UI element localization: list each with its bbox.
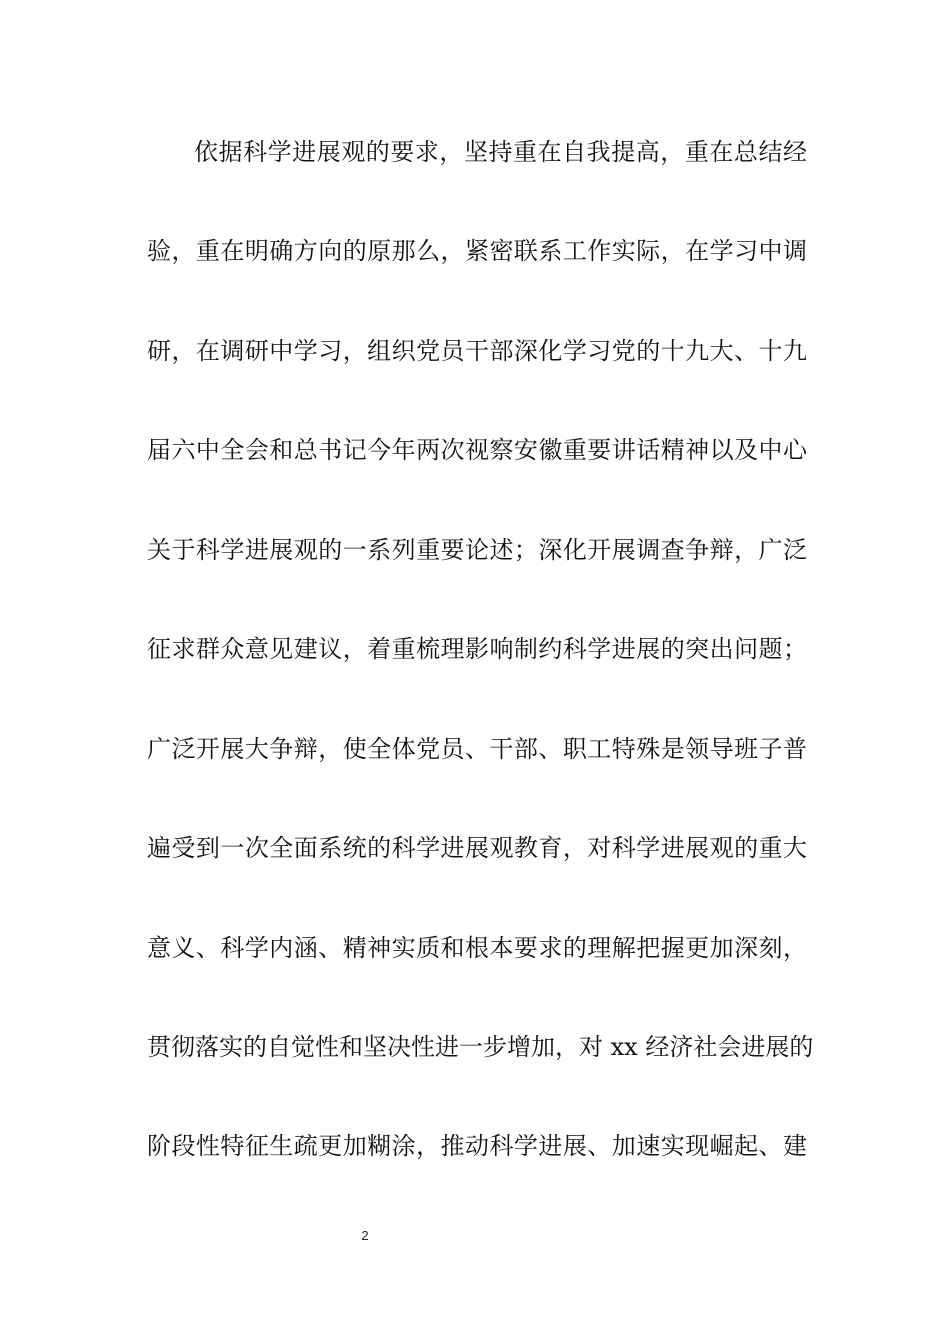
paragraph-line: 遍受到一次全面系统的科学进展观教育，对科学进展观的重大	[147, 834, 807, 862]
paragraph-line: 届六中全会和总书记今年两次视察安徽重要讲话精神以及中心	[147, 436, 807, 464]
paragraph-line: 贯彻落实的自觉性和坚决性进一步增加，对 xx 经济社会进展的	[147, 1033, 814, 1061]
paragraph-line: 征求群众意见建议，着重梳理影响制约科学进展的突出问题；	[147, 635, 807, 663]
paragraph-line: 广泛开展大争辩，使全体党员、干部、职工特殊是领导班子普	[147, 735, 807, 763]
paragraph-line: 依据科学进展观的要求，坚持重在自我提高，重在总结经	[194, 138, 807, 166]
paragraph-line: 阶段性特征生疏更加糊涂，推动科学进展、加速实现崛起、建	[147, 1132, 807, 1160]
paragraph-line: 研，在调研中学习，组织党员干部深化学习党的十九大、十九	[147, 337, 807, 365]
page-number: 2	[361, 1228, 369, 1243]
paragraph-line: 验，重在明确方向的原那么，紧密联系工作实际，在学习中调	[147, 237, 807, 265]
paragraph-line: 关于科学进展观的一系列重要论述；深化开展调查争辩，广泛	[147, 536, 807, 564]
paragraph-line: 意义、科学内涵、精神实质和根本要求的理解把握更加深刻，	[147, 934, 807, 962]
